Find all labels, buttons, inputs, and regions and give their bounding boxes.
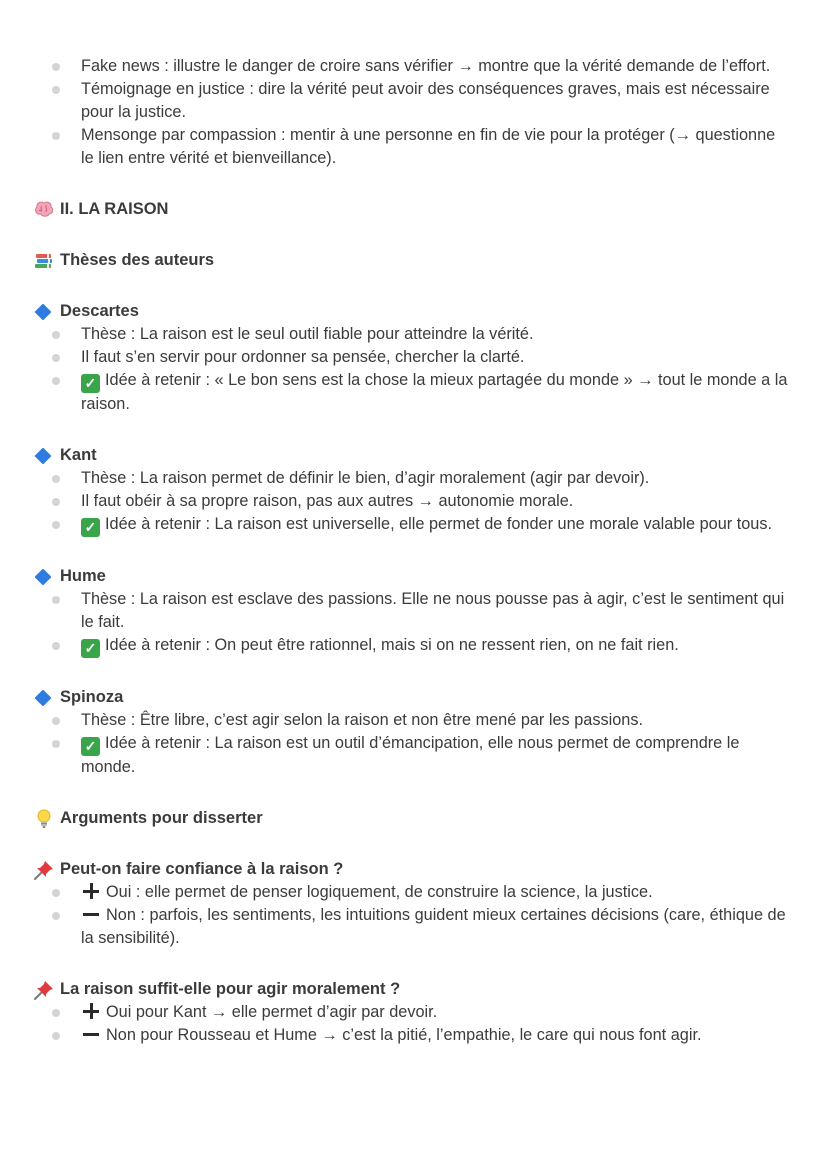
list-item xyxy=(33,513,792,537)
list-item-text: Mensonge par compassion : mentir à une personne en fin de vie pour la protéger (→ questionne le lien entre vérité et bienveillance). xyxy=(81,126,776,167)
list-item-text: Oui : elle permet de penser logiquement, de construire la science, la justice. xyxy=(106,883,653,901)
list-item xyxy=(33,904,792,950)
check-mark-icon: ✓ xyxy=(81,374,100,393)
list-item-text: Idée à retenir : La raison est un outil d’émancipation, elle nous permet de comprendre le monde. xyxy=(81,734,740,776)
list-item-text: Thèse : Être libre, c’est agir selon la raison et non être mené par les passions. xyxy=(81,711,643,729)
list-item xyxy=(33,634,792,658)
list-item-text: Non : parfois, les sentiments, les intuitions guident mieux certaines décisions (care, éthique de la sensibilité). xyxy=(81,906,786,947)
bullet-icon xyxy=(52,521,60,529)
light-bulb-icon xyxy=(33,808,55,830)
bullet-icon xyxy=(52,132,60,140)
list-item-text: Témoignage en justice : dire la vérité peut avoir des conséquences graves, mais est nécessaire pour la justice. xyxy=(81,80,770,121)
author-heading xyxy=(33,444,792,467)
list-item xyxy=(33,369,792,416)
author-block-hume xyxy=(33,565,792,658)
list-item xyxy=(33,467,792,490)
bullet-icon xyxy=(52,1032,60,1040)
bullet-icon xyxy=(52,912,60,920)
list-item xyxy=(33,1001,792,1024)
arguments-heading xyxy=(33,807,792,830)
author-block-descartes xyxy=(33,300,792,416)
check-mark-icon: ✓ xyxy=(81,639,100,658)
question-block xyxy=(33,858,792,950)
author-list xyxy=(33,709,792,779)
theses-title: Thèses des auteurs xyxy=(60,251,215,269)
bullet-icon xyxy=(52,717,60,725)
question-title: La raison suffit-elle pour agir moralement ? xyxy=(60,980,401,998)
pushpin-icon xyxy=(33,859,55,881)
brain-icon xyxy=(33,199,55,221)
list-item xyxy=(33,55,792,78)
list-item xyxy=(33,709,792,732)
question-list xyxy=(33,881,792,950)
bullet-icon xyxy=(52,1009,60,1017)
question-list xyxy=(33,1001,792,1047)
list-item xyxy=(33,346,792,369)
list-item-text: Il faut s’en servir pour ordonner sa pensée, chercher la clarté. xyxy=(81,348,525,366)
author-heading xyxy=(33,300,792,323)
bullet-icon xyxy=(52,740,60,748)
author-name: Spinoza xyxy=(60,688,124,706)
arguments-title: Arguments pour disserter xyxy=(60,809,263,827)
intro-list xyxy=(33,55,792,170)
list-item-text: Thèse : La raison est esclave des passions. Elle ne nous pousse pas à agir, c’est le sentiment qui le fait. xyxy=(81,590,785,631)
bullet-icon xyxy=(52,331,60,339)
list-item xyxy=(33,732,792,779)
minus-icon xyxy=(83,906,99,922)
bullet-icon xyxy=(52,889,60,897)
question-block xyxy=(33,978,792,1047)
list-item xyxy=(33,323,792,346)
bullet-icon xyxy=(52,354,60,362)
author-block-kant xyxy=(33,444,792,537)
list-item xyxy=(33,588,792,634)
theses-heading xyxy=(33,249,792,272)
bullet-icon xyxy=(52,86,60,94)
author-list xyxy=(33,467,792,537)
author-name: Descartes xyxy=(60,302,139,320)
author-list xyxy=(33,588,792,658)
plus-icon xyxy=(83,883,99,899)
list-item-text: Thèse : La raison permet de définir le bien, d’agir moralement (agir par devoir). xyxy=(81,469,650,487)
blue-diamond-icon xyxy=(33,566,55,588)
books-icon xyxy=(33,250,55,272)
author-name: Kant xyxy=(60,446,97,464)
blue-diamond-icon xyxy=(33,445,55,467)
blue-diamond-icon xyxy=(33,687,55,709)
author-block-spinoza xyxy=(33,686,792,779)
list-item-text: Idée à retenir : On peut être rationnel, mais si on ne ressent rien, on ne fait rien. xyxy=(105,636,679,654)
list-item xyxy=(33,1024,792,1047)
list-item xyxy=(33,490,792,513)
blue-diamond-icon xyxy=(33,301,55,323)
author-list xyxy=(33,323,792,416)
list-item-text: Thèse : La raison est le seul outil fiable pour atteindre la vérité. xyxy=(81,325,534,343)
section-title: II. LA RAISON xyxy=(60,200,169,218)
list-item xyxy=(33,78,792,124)
bullet-icon xyxy=(52,475,60,483)
list-item-text: Fake news : illustre le danger de croire sans vérifier → montre que la vérité demande de l’effort. xyxy=(81,57,771,75)
pushpin-icon xyxy=(33,979,55,1001)
question-heading xyxy=(33,978,792,1001)
list-item xyxy=(33,881,792,904)
list-item-text: Idée à retenir : « Le bon sens est la chose la mieux partagée du monde » → tout le monde a la raison. xyxy=(81,371,788,413)
bullet-icon xyxy=(52,377,60,385)
plus-icon xyxy=(83,1003,99,1019)
author-heading xyxy=(33,565,792,588)
minus-icon xyxy=(83,1026,99,1042)
list-item-text: Il faut obéir à sa propre raison, pas aux autres → autonomie morale. xyxy=(81,492,574,510)
section-heading xyxy=(33,198,792,221)
bullet-icon xyxy=(52,596,60,604)
author-heading xyxy=(33,686,792,709)
list-item xyxy=(33,124,792,170)
question-heading xyxy=(33,858,792,881)
question-title: Peut-on faire confiance à la raison ? xyxy=(60,860,344,878)
list-item-text: Non pour Rousseau et Hume → c’est la pitié, l’empathie, le care qui nous font agir. xyxy=(106,1026,702,1044)
bullet-icon xyxy=(52,63,60,71)
bullet-icon xyxy=(52,642,60,650)
check-mark-icon: ✓ xyxy=(81,518,100,537)
list-item-text: Idée à retenir : La raison est universelle, elle permet de fonder une morale valable pour tous. xyxy=(105,515,773,533)
check-mark-icon: ✓ xyxy=(81,737,100,756)
author-name: Hume xyxy=(60,567,106,585)
list-item-text: Oui pour Kant → elle permet d’agir par devoir. xyxy=(106,1003,438,1021)
bullet-icon xyxy=(52,498,60,506)
